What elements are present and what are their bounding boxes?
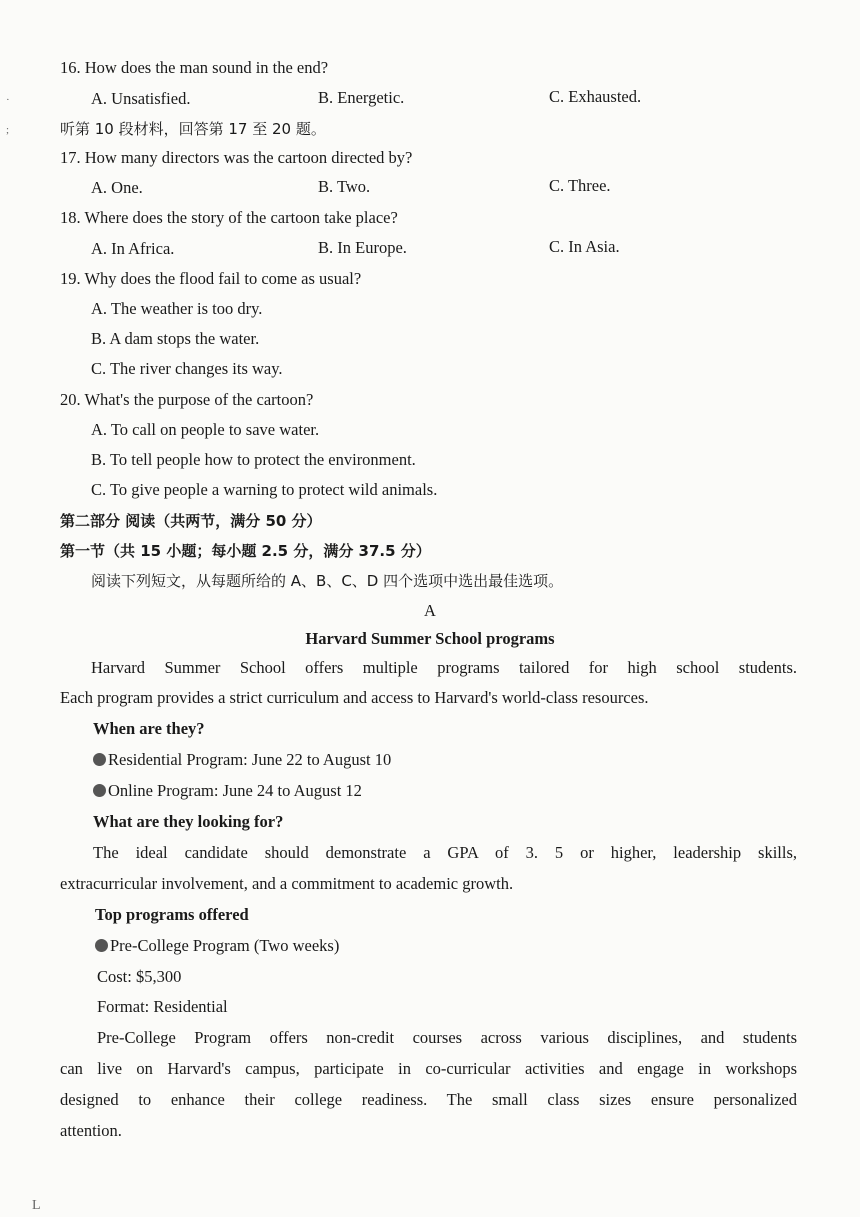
question-19-stem: 19. Why does the flood fail to come as usual? (60, 269, 362, 288)
question-16-option-c: C. Exhausted. (549, 87, 642, 106)
bullet-icon (95, 939, 108, 952)
passage-title: Harvard Summer School programs (305, 629, 555, 648)
online-item (93, 780, 362, 802)
question-18-option-a: A. In Africa. (91, 239, 175, 258)
top-programs-heading: Top programs offered (95, 905, 249, 924)
question-20-stem: 20. What's the purpose of the cartoon? (60, 390, 314, 409)
intro-line-1: Harvard Summer School offers multiple programs tailored for high school students. (91, 658, 797, 677)
part-title: 第二部分 阅读（共两节，满分 50 分） (60, 512, 322, 530)
bullet-icon (93, 753, 106, 766)
question-19-option-c: C. The river changes its way. (91, 359, 283, 378)
bullet-icon (93, 784, 106, 797)
online-text: Online Program: June 24 to August 12 (108, 781, 362, 800)
margin-mark: ; (6, 124, 10, 136)
passage-letter: A (424, 601, 436, 620)
residential-item (93, 749, 391, 771)
question-17-stem: 17. How many directors was the cartoon directed by? (60, 148, 413, 167)
question-19-option-b: B. A dam stops the water. (91, 329, 260, 348)
section-title: 第一节（共 15 小题；每小题 2.5 分，满分 37.5 分） (60, 542, 431, 560)
listening-instruction: 听第 10 段材料，回答第 17 至 20 题。 (60, 120, 326, 138)
desc-line-1: Pre-College Program offers non-credit courses across various disciplines, and students (97, 1028, 797, 1047)
question-17-option-c: C. Three. (549, 176, 611, 195)
question-17-option-a: A. One. (91, 178, 143, 197)
question-17-option-b: B. Two. (318, 177, 371, 196)
question-16-option-a: A. Unsatisfied. (91, 89, 191, 108)
question-16-stem: 16. How does the man sound in the end? (60, 58, 329, 77)
looking-heading: What are they looking for? (93, 812, 284, 831)
when-heading: When are they? (93, 719, 205, 738)
question-20-option-c: C. To give people a warning to protect wild animals. (91, 480, 438, 499)
question-18-stem: 18. Where does the story of the cartoon take place? (60, 208, 398, 227)
margin-mark: · (6, 94, 10, 106)
question-18-option-b: B. In Europe. (318, 238, 407, 257)
desc-line-2: can live on Harvard's campus, participate in co-curricular activities and engage in workshops (60, 1059, 797, 1078)
desc-line-4: attention. (60, 1121, 122, 1140)
question-16-option-b: B. Energetic. (318, 88, 405, 107)
intro-line-2: Each program provides a strict curriculum and access to Harvard's world-class resources. (60, 688, 649, 707)
ideal-line-2: extracurricular involvement, and a commitment to academic growth. (60, 874, 514, 893)
precollege-item (95, 935, 339, 957)
cost-line: Cost: $5,300 (97, 967, 182, 986)
question-19-option-a: A. The weather is too dry. (91, 299, 263, 318)
ideal-line-1: The ideal candidate should demonstrate a GPA of 3. 5 or higher, leadership skills, (93, 843, 797, 862)
question-20-option-b: B. To tell people how to protect the environment. (91, 450, 416, 469)
question-20-option-a: A. To call on people to save water. (91, 420, 320, 439)
reading-instruction: 阅读下列短文，从每题所给的 A、B、C、D 四个选项中选出最佳选项。 (91, 572, 564, 590)
desc-line-3: designed to enhance their college readiness. The small class sizes ensure personalized (60, 1090, 797, 1109)
residential-text: Residential Program: June 22 to August 10 (108, 750, 392, 769)
question-18-option-c: C. In Asia. (549, 237, 620, 256)
margin-mark: L (32, 1198, 41, 1213)
precollege-text: Pre-College Program (Two weeks) (110, 936, 340, 955)
format-line: Format: Residential (97, 997, 228, 1016)
